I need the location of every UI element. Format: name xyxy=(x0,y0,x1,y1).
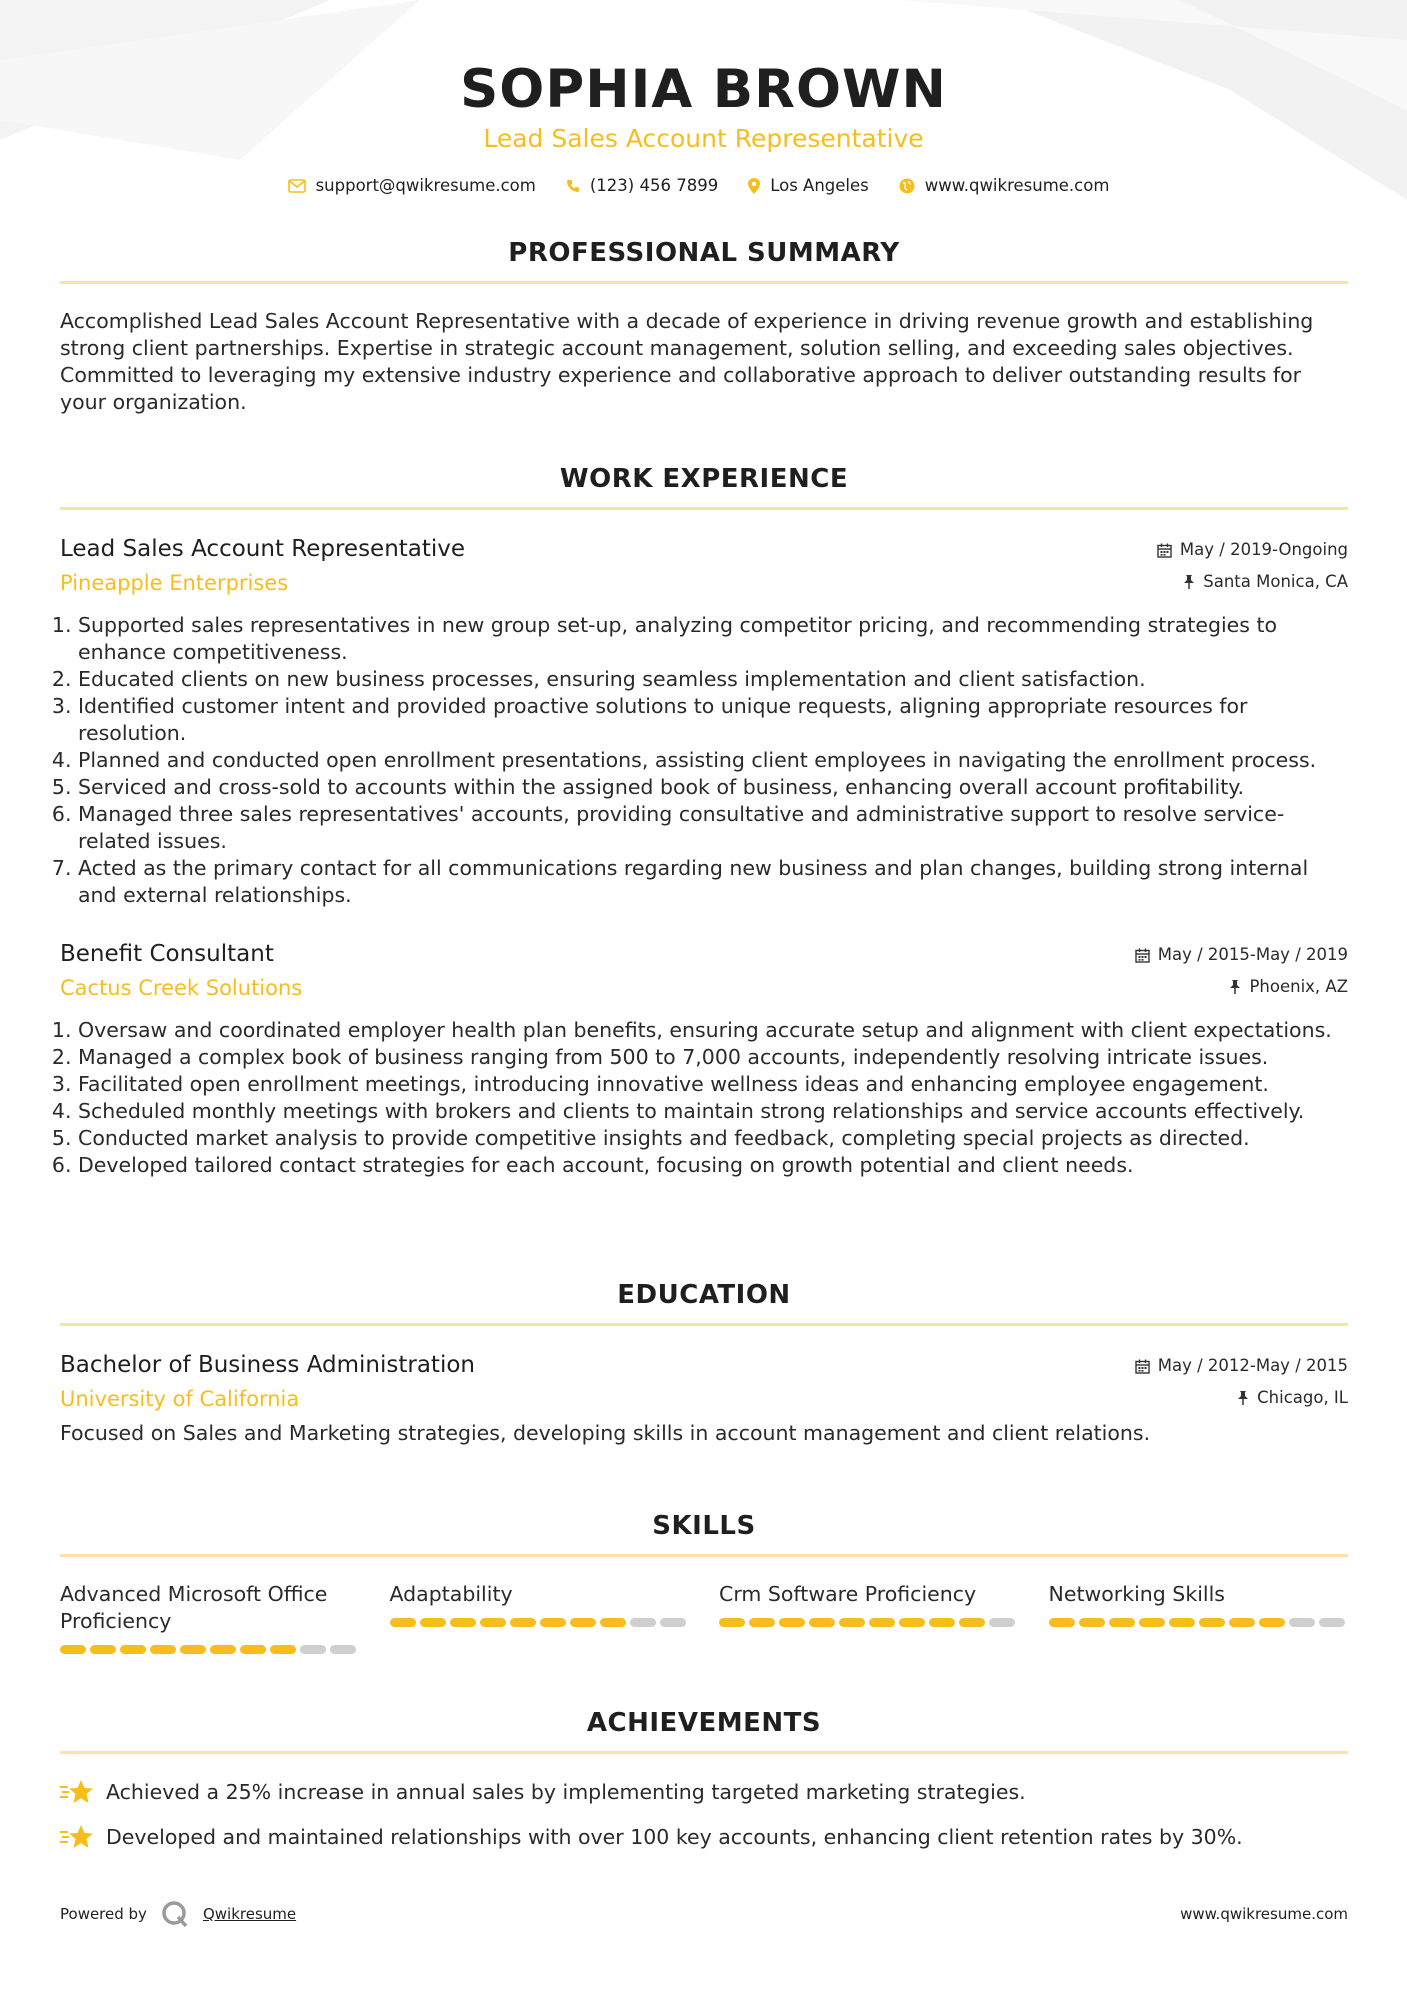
envelope-icon xyxy=(288,179,306,193)
rating-dot-filled xyxy=(1049,1618,1075,1627)
qwikresume-link[interactable]: Qwikresume xyxy=(202,1905,297,1923)
rating-dot-empty xyxy=(330,1645,356,1654)
rating-dot-filled xyxy=(120,1645,146,1654)
job-location xyxy=(1229,975,1348,999)
star-icon xyxy=(60,1778,94,1806)
rating-dot-filled xyxy=(570,1618,596,1627)
experience-section xyxy=(60,462,1348,1179)
email-text: support@qwikresume.com xyxy=(315,176,536,195)
list-item: 4. Planned and conducted open enrollment presentations, assisting client employees in navigating the enrollment process. xyxy=(78,747,1348,774)
footer xyxy=(60,1896,1348,1932)
rating-dot-filled xyxy=(480,1618,506,1627)
footer-website[interactable]: www.qwikresume.com xyxy=(1180,1905,1348,1923)
rating-dot-filled xyxy=(959,1618,985,1627)
rating-dot-filled xyxy=(719,1618,745,1627)
achievement-text: Developed and maintained relationships with over 100 key accounts, enhancing client retention rates by 30%. xyxy=(106,1824,1243,1849)
calendar-icon xyxy=(1135,1359,1150,1374)
skill-item xyxy=(1049,1581,1349,1654)
list-item: 1. Supported sales representatives in new group set-up, analyzing competitor pricing, and recommending strategies to enhance competitiveness. xyxy=(78,612,1348,666)
list-item: 4. Scheduled monthly meetings with brokers and clients to maintain strong relationships and service accounts effectively. xyxy=(78,1098,1348,1125)
rating-dot-filled xyxy=(450,1618,476,1627)
education-heading: EDUCATION xyxy=(617,1280,791,1310)
school-name: University of California xyxy=(60,1387,300,1411)
list-item: 5. Conducted market analysis to provide competitive insights and feedback, completing special projects as directed. xyxy=(78,1125,1348,1152)
job-bullet-list xyxy=(60,1017,1348,1179)
summary-heading: PROFESSIONAL SUMMARY xyxy=(508,238,900,268)
rating-dot-filled xyxy=(390,1618,416,1627)
skills-grid xyxy=(60,1581,1348,1654)
job-date-text: May / 2019-Ongoing xyxy=(1179,540,1348,559)
skill-name: Adaptability xyxy=(389,1582,513,1606)
job-entry xyxy=(60,534,1348,909)
rating-dot-filled xyxy=(809,1618,835,1627)
job-date-text: May / 2015-May / 2019 xyxy=(1157,945,1348,964)
rating-dot-filled xyxy=(540,1618,566,1627)
skill-rating xyxy=(390,1618,690,1627)
degree-title: Bachelor of Business Administration xyxy=(60,1352,475,1378)
calendar-icon xyxy=(1157,543,1172,558)
achievements-list xyxy=(60,1778,1348,1851)
job-title: Benefit Consultant xyxy=(60,941,274,967)
rating-dot-filled xyxy=(1229,1618,1255,1627)
job-date xyxy=(1157,538,1348,562)
section-divider xyxy=(60,1751,1348,1754)
job-company: Pineapple Enterprises xyxy=(60,571,289,595)
list-item: 6. Managed three sales representatives' accounts, providing consultative and administrative support to resolve service-related issues. xyxy=(78,801,1348,855)
location-text: Los Angeles xyxy=(770,176,869,195)
rating-dot-filled xyxy=(839,1618,865,1627)
list-item: 3. Facilitated open enrollment meetings, introducing innovative wellness ideas and enhancing employee engagement. xyxy=(78,1071,1348,1098)
job-company: Cactus Creek Solutions xyxy=(60,976,303,1000)
skills-heading: SKILLS xyxy=(652,1511,756,1541)
education-description: Focused on Sales and Marketing strategies, developing skills in account management and client relations. xyxy=(60,1421,1151,1445)
website-text: www.qwikresume.com xyxy=(924,176,1110,195)
summary-text: Accomplished Lead Sales Account Representative with a decade of experience in driving revenue growth and establishing strong client partnerships. Expertise in strategic account management, solution selling, and exceeding sales objectives. Committed to leveraging my extensive industry experience and collaborative approach to deliver outstanding results for your organization. xyxy=(60,309,1314,414)
skill-name: Networking Skills xyxy=(1048,1582,1225,1606)
rating-dot-filled xyxy=(1109,1618,1135,1627)
job-bullet-list xyxy=(60,612,1348,909)
candidate-name: SOPHIA BROWN xyxy=(460,59,947,120)
rating-dot-empty xyxy=(660,1618,686,1627)
rating-dot-filled xyxy=(749,1618,775,1627)
achievements-section xyxy=(60,1706,1348,1868)
pushpin-icon xyxy=(1229,980,1241,994)
contact-website[interactable] xyxy=(899,176,1110,195)
rating-dot-filled xyxy=(929,1618,955,1627)
rating-dot-filled xyxy=(510,1618,536,1627)
powered-by-label: Powered by xyxy=(60,1905,147,1923)
rating-dot-filled xyxy=(420,1618,446,1627)
job-date xyxy=(1135,943,1348,967)
achievement-text: Achieved a 25% increase in annual sales by implementing targeted marketing strategies. xyxy=(106,1779,1026,1804)
globe-icon xyxy=(899,178,915,194)
qwikresume-logo-icon xyxy=(161,1900,189,1928)
rating-dot-filled xyxy=(270,1645,296,1654)
contact-phone[interactable] xyxy=(566,176,718,195)
contact-email[interactable] xyxy=(288,176,536,195)
education-location xyxy=(1237,1386,1348,1410)
job-title: Lead Sales Account Representative xyxy=(60,536,466,562)
rating-dot-empty xyxy=(630,1618,656,1627)
list-item: 7. Acted as the primary contact for all communications regarding new business and plan changes, building strong internal and external relationships. xyxy=(78,855,1348,909)
education-header xyxy=(60,1350,1348,1414)
rating-dot-filled xyxy=(779,1618,805,1627)
list-item: 3. Identified customer intent and provided proactive solutions to unique requests, aligning appropriate resources for resolution. xyxy=(78,693,1348,747)
skill-item xyxy=(390,1581,690,1654)
education-date xyxy=(1135,1354,1348,1378)
education-date-text: May / 2012-May / 2015 xyxy=(1157,1356,1348,1375)
job-location-text: Phoenix, AZ xyxy=(1249,977,1348,996)
phone-icon xyxy=(566,179,580,193)
rating-dot-filled xyxy=(210,1645,236,1654)
rating-dot-empty xyxy=(300,1645,326,1654)
rating-dot-empty xyxy=(1319,1618,1345,1627)
list-item xyxy=(60,1778,1348,1806)
contact-location xyxy=(748,176,869,195)
rating-dot-filled xyxy=(1169,1618,1195,1627)
rating-dot-filled xyxy=(90,1645,116,1654)
skill-item xyxy=(60,1581,360,1654)
pushpin-icon xyxy=(1237,1391,1249,1405)
candidate-title: Lead Sales Account Representative xyxy=(483,124,924,153)
section-divider xyxy=(60,281,1348,284)
job-header xyxy=(60,534,1348,598)
list-item: 2. Educated clients on new business processes, ensuring seamless implementation and client satisfaction. xyxy=(78,666,1348,693)
experience-heading: WORK EXPERIENCE xyxy=(559,464,849,494)
job-entry xyxy=(60,939,1348,1179)
achievements-heading: ACHIEVEMENTS xyxy=(586,1708,822,1738)
resume-header xyxy=(0,0,1407,195)
skill-name: Crm Software Proficiency xyxy=(719,1582,977,1606)
star-icon xyxy=(60,1823,94,1851)
phone-text: (123) 456 7899 xyxy=(589,176,719,195)
skill-rating xyxy=(60,1645,360,1654)
rating-dot-filled xyxy=(1079,1618,1105,1627)
rating-dot-filled xyxy=(869,1618,895,1627)
rating-dot-filled xyxy=(180,1645,206,1654)
rating-dot-filled xyxy=(1139,1618,1165,1627)
contact-bar xyxy=(0,176,1407,195)
map-pin-icon xyxy=(748,178,760,194)
list-item: 5. Serviced and cross-sold to accounts within the assigned book of business, enhancing overall account profitability. xyxy=(78,774,1348,801)
rating-dot-filled xyxy=(240,1645,266,1654)
rating-dot-filled xyxy=(1199,1618,1225,1627)
section-divider xyxy=(60,507,1348,510)
rating-dot-filled xyxy=(899,1618,925,1627)
list-item: 6. Developed tailored contact strategies for each account, focusing on growth potential and client needs. xyxy=(78,1152,1348,1179)
rating-dot-filled xyxy=(600,1618,626,1627)
list-item: 2. Managed a complex book of business ranging from 500 to 7,000 accounts, independently resolving intricate issues. xyxy=(78,1044,1348,1071)
rating-dot-empty xyxy=(989,1618,1015,1627)
list-item xyxy=(60,1823,1348,1851)
job-location xyxy=(1183,570,1348,594)
powered-by xyxy=(60,1900,296,1928)
education-section xyxy=(60,1278,1348,1447)
section-divider xyxy=(60,1323,1348,1326)
section-divider xyxy=(60,1554,1348,1557)
skill-rating xyxy=(719,1618,1019,1627)
skill-item xyxy=(719,1581,1019,1654)
summary-section xyxy=(60,236,1348,416)
skills-section xyxy=(60,1509,1348,1654)
skill-rating xyxy=(1049,1618,1349,1627)
skill-name: Advanced Microsoft Office Proficiency xyxy=(60,1582,328,1633)
rating-dot-empty xyxy=(1289,1618,1315,1627)
job-location-text: Santa Monica, CA xyxy=(1203,572,1348,591)
education-location-text: Chicago, IL xyxy=(1257,1388,1348,1407)
list-item: 1. Oversaw and coordinated employer health plan benefits, ensuring accurate setup and alignment with client expectations. xyxy=(78,1017,1348,1044)
rating-dot-filled xyxy=(1259,1618,1285,1627)
calendar-icon xyxy=(1135,948,1150,963)
job-header xyxy=(60,939,1348,1003)
rating-dot-filled xyxy=(150,1645,176,1654)
pushpin-icon xyxy=(1183,575,1195,589)
education-entry xyxy=(60,1350,1348,1447)
rating-dot-filled xyxy=(60,1645,86,1654)
